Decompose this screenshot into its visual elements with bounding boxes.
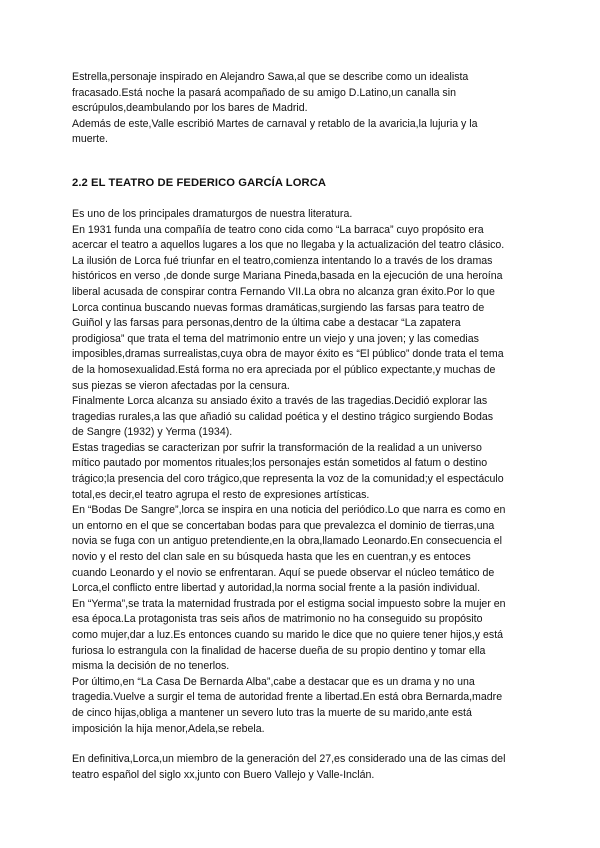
text-line: En “Yerma”,se trata la maternidad frustrada por el estigma social impuesto sobre la mujer en (72, 597, 506, 610)
text-line: teatro español del siglo xx,junto con Buero Vallejo y Valle-Inclán. (72, 768, 375, 781)
text-line: un entorno en el que se concertaban bodas para que prevalezca el dominio de tierras,una (72, 519, 495, 532)
text-line: mítico pautado por momentos rituales;los personajes están sometidos al fatum o destino (72, 457, 488, 470)
conclusion-paragraph (72, 752, 542, 783)
text-line: históricos en verso ,de donde surge Mariana Pineda,basada en la ejecución de una heroína (72, 270, 503, 283)
text-line: Lorca,el conflicto entre libertad y autoridad,la norma social frente a la pasión individual. (72, 582, 481, 595)
text-line: prodigiosa” que trata el tema del matrimonio entre un viejo y una joven; y las comedias (72, 332, 479, 345)
text-line: acercar el teatro a aquellos lugares a los que no llegaba y la actualización del teatro clásico. (72, 239, 505, 252)
spacer (72, 737, 542, 752)
text-line: En definitiva,Lorca,un miembro de la generación del 27,es considerado una de las cimas del (72, 753, 506, 766)
spacer (72, 148, 542, 176)
text-line: de cinco hijas,obliga a mantener un severo luto tras la muerte de su marido,ante está (72, 706, 472, 719)
text-line: Estas tragedias se caracterizan por sufrir la transformación de la realidad a un universo (72, 441, 482, 454)
text-line: sus piezas se vieron afectadas por la censura. (72, 379, 290, 392)
text-line: tragedia.Vuelve a surgir el tema de autoridad frente a libertad.En está obra Bernarda,madre (72, 691, 503, 704)
text-line: Por último,en “La Casa De Bernarda Alba”,cabe a destacar que es un drama y no una (72, 675, 475, 688)
text-line: Finalmente Lorca alcanza su ansiado éxito a través de las tragedias.Decidió explorar las (72, 395, 488, 408)
text-line: Lorca continua buscando nuevas formas dramáticas,surgiendo las farsas para teatro de (72, 301, 485, 314)
text-line: furiosa lo estrangula con la finalidad de hacerse dueña de su propio dentino y tomar ella (72, 644, 486, 657)
text-line: La ilusión de Lorca fué triunfar en el teatro,comienza intentando lo a través de los dramas (72, 254, 493, 267)
text-line: como mujer,dar a luz.Es entonces cuando su marido le dice que no quiere tener hijos,y está (72, 629, 504, 641)
document-page (72, 70, 542, 783)
text-line: esa época.La protagonista tras seis años de matrimonio no ha conseguido su propósito (72, 613, 483, 626)
text-line: En 1931 funda una compañía de teatro cono cida como “La barraca” cuyo propósito era (72, 223, 484, 236)
section-heading: 2.2 EL TEATRO DE FEDERICO GARCÍA LORCA (72, 176, 327, 189)
body-paragraph (72, 207, 542, 737)
text-line: Estrella,personaje inspirado en Alejandro Sawa,al que se describe como un idealista (72, 71, 469, 83)
text-line: cuando Leonardo y el novio se enfrentaran. Aquí se puede observar el núcleo temático de (72, 566, 495, 579)
text-line: Es uno de los principales dramaturgos de nuestra literatura. (72, 207, 353, 220)
text-line: Además de este,Valle escribió Martes de carnaval y retablo de la avaricia,la lujuria y la (72, 117, 478, 130)
text-line: Guiñol y las farsas para personas,dentro de la última cabe a destacar “La zapatera (72, 317, 461, 330)
text-line: imposición la hija menor,Adela,se rebela. (72, 722, 265, 735)
text-line: muerte. (72, 133, 108, 146)
text-line: misma la decisión de no tenerlos. (72, 660, 230, 673)
text-line: tragedias rurales,a las que añadió su calidad poética y el destino trágico surgiendo Bodas (72, 410, 494, 423)
intro-paragraph (72, 70, 542, 148)
text-line: novia se fuga con un antiguo pretendiente,en la obra,llamado Leonardo.En consecuencia el (72, 535, 502, 548)
text-line: total,es decir,el teatro agrupa el resto de expresiones artísticas. (72, 488, 370, 501)
text-line: novio y el resto del clan sale en su búsqueda hasta que les en cuentran,y es entoces (72, 551, 471, 564)
text-line: liberal acusada de conspirar contra Fernando VII.La obra no alcanza gran éxito.Por lo que (72, 285, 495, 298)
text-line: fracasado.Está noche la pasará acompañado de su amigo D.Latino,un canalla sin (72, 86, 456, 99)
text-line: En “Bodas De Sangre”,lorca se inspira en una noticia del periódico.Lo que narra es como en (72, 504, 506, 517)
text-line: imposibles,dramas surrealistas,cuya obra de mayor éxito es “El público” donde trata el tema (72, 348, 504, 361)
text-line: de Sangre (1932) y Yerma (1934). (72, 426, 233, 439)
text-line: escrúpulos,deambulando por los bares de Madrid. (72, 102, 308, 115)
text-line: trágico;la presencia del coro trágico,que representa la voz de la comunidad;y el espectáculo (72, 473, 504, 486)
text-line: de la homosexualidad.Está forma no era apreciada por el público expectante,y muchas de (72, 363, 496, 376)
spacer (72, 191, 542, 207)
